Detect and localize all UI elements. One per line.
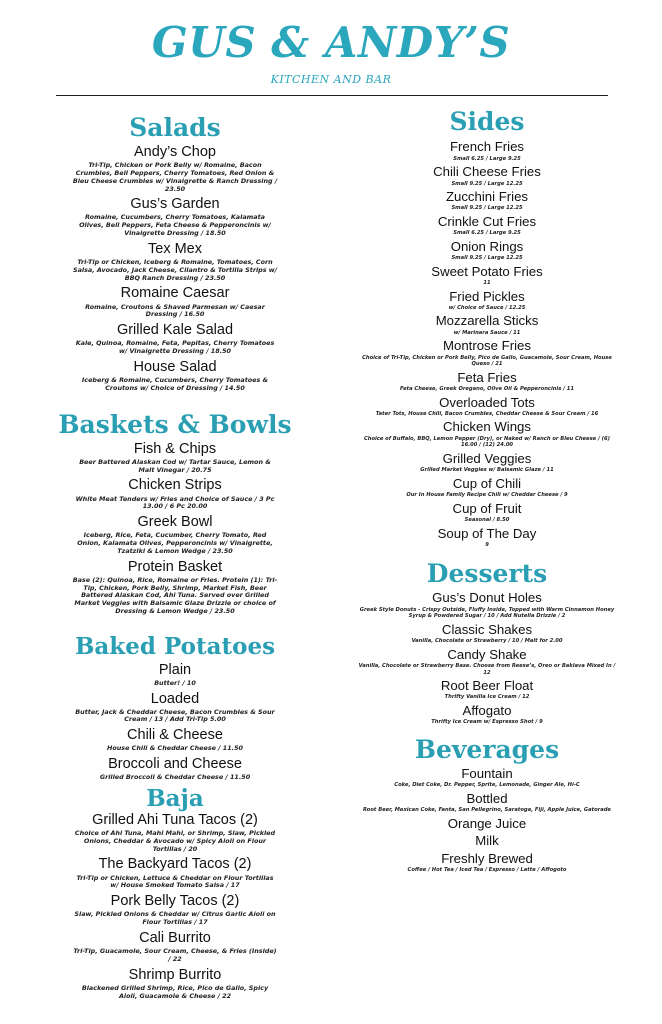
menu-item-description: w/ Choice of Sauce / 12.25 — [448, 305, 526, 312]
menu-item — [22, 856, 328, 890]
menu-item-description: Tri-Tip, Chicken or Pork Belly w/ Romaine, Bacon Crumbles, Bell Peppers, Cherry Tomatoes, Red Onion & Bleu Cheese Crumbles w/ Vinaigrette & Ranch Dressing / 23.50 — [72, 161, 278, 193]
menu-item — [334, 395, 640, 418]
menu-item-description: Beer Battered Alaskan Cod w/ Tartar Sauce, Lemon & Malt Vinegar / 20.75 — [79, 457, 271, 474]
menu-item-description: Romaine, Croutons & Shaved Parmesan w/ Caesar Dressing / 16.50 — [85, 302, 265, 319]
menu-item-description: Grilled Market Veggies w/ Balsamic Glaze / 11 — [420, 467, 554, 474]
menu-item-name: Soup of The Day — [437, 525, 537, 541]
menu-item-name: Feta Fries — [457, 369, 517, 385]
menu-item-name: Tex Mex — [148, 240, 202, 257]
menu-item-description: Coffee / Hot Tea / Iced Tea / Espresso / Latte / Affogoto — [407, 867, 567, 874]
menu-item-name: Plain — [158, 661, 192, 678]
menu-item — [334, 313, 640, 336]
menu-item-name: Gus’s Donut Holes — [432, 590, 542, 606]
menu-item — [334, 289, 640, 312]
menu-item-name: Chili Cheese Fries — [433, 163, 541, 179]
menu-item-description: Small 6.25 / Large 9.25 — [453, 155, 521, 162]
menu-item — [334, 451, 640, 474]
menu-item — [334, 851, 640, 874]
menu-item — [334, 766, 640, 789]
menu-item — [22, 241, 328, 283]
section-title-baja: Baja — [146, 785, 204, 813]
menu-item — [22, 727, 328, 753]
menu-item-name: Andy’s Chop — [134, 144, 216, 160]
menu-item-name: Cup of Fruit — [452, 500, 522, 516]
menu-item — [334, 833, 640, 849]
menu-item-description: Greek Style Donuts - Crispy Outside, Fluffy Inside, Topped with Warm Cinnamon Honey Syrup & Powdered Sugar / 10 / Add Nutella Drizzle / 2 — [359, 607, 615, 620]
menu-item-name: Affogato — [462, 702, 512, 718]
menu-item-description: Butter! / 10 — [154, 678, 196, 687]
menu-item-description: Tri-Tip, Guacamole, Sour Cream, Cheese, & Fries (Inside) / 22 — [73, 946, 277, 963]
menu-item — [22, 322, 328, 356]
menu-item-name: Protein Basket — [127, 558, 223, 575]
menu-item — [334, 678, 640, 701]
menu-item-description: Small 6.25 / Large 9.25 — [453, 230, 521, 237]
menu-item-description: Our In House Family Recipe Chili w/ Cheddar Cheese / 9 — [406, 492, 568, 499]
menu-item-name: Romaine Caesar — [120, 285, 230, 302]
menu-item-name: Freshly Brewed — [441, 850, 533, 866]
menu-item-description: Choice of Ahi Tuna, Mahi Mahi, or Shrimp, Slaw, Pickled Onions, Cheddar & Avocado w/ Spicy Aioli on Flour Tortillas / 20 — [74, 828, 276, 853]
menu-item — [334, 139, 640, 162]
restaurant-subtitle: KITCHEN AND BAR — [270, 73, 392, 86]
menu-item-description: Blackened Grilled Shrimp, Rice, Pico de Gallo, Spicy Aioli, Guacamole & Cheese / 22 — [81, 983, 269, 1000]
menu-item-name: Bottled — [466, 790, 508, 806]
menu-item-description: Choice of Buffalo, BBQ, Lemon Pepper (Dry), or Naked w/ Ranch or Bleu Cheese / (6) 16.00 / (12) 24.00 — [363, 436, 611, 449]
section-title-sides: Sides — [449, 107, 525, 136]
menu-item-description: White Meat Tenders w/ Fries and Choice of Sauce / 3 Pc 13.00 / 6 Pc 20.00 — [75, 494, 275, 511]
menu-item-name: Mozzarella Sticks — [435, 313, 539, 329]
section-title-baked-potatoes: Baked Potatoes — [74, 632, 276, 660]
menu-item — [334, 501, 640, 524]
menu-item — [334, 476, 640, 499]
menu-item-description: Butter, Jack & Cheddar Cheese, Bacon Crumbles & Sour Cream / 13 / Add Tri-Tip 5.00 — [75, 707, 275, 724]
menu-item — [334, 239, 640, 262]
menu-item — [22, 196, 328, 238]
menu-item — [22, 514, 328, 556]
menu-item-description: House Chili & Cheddar Cheese / 11.50 — [107, 744, 243, 753]
menu-item-name: Root Beer Float — [440, 677, 534, 693]
menu-item-description: Small 9.25 / Large 12.25 — [451, 180, 523, 187]
menu-item-name: French Fries — [449, 139, 524, 154]
menu-item-name: Pork Belly Tacos (2) — [110, 893, 240, 910]
menu-item-description: Root Beer, Mexican Coke, Fanta, San Pellegrino, Saratoga, Fiji, Apple Juice, Gatorade — [363, 807, 611, 814]
menu-item-description: 9 — [485, 542, 489, 549]
menu-column-right — [334, 108, 640, 874]
section-title-desserts: Desserts — [426, 559, 548, 589]
menu-item — [22, 930, 328, 964]
menu-item-name: Grilled Ahi Tuna Tacos (2) — [92, 811, 258, 828]
menu-item — [22, 559, 328, 616]
menu-item — [22, 285, 328, 319]
section-title-salads: Salads — [129, 113, 221, 142]
menu-item-description: Romaine, Cucumbers, Cherry Tomatoes, Kalamata Olives, Bell Peppers, Feta Cheese & Pepperoncinis w/ Vinaigrette Dressing / 18.50 — [79, 213, 271, 238]
menu-item-name: Chicken Wings — [443, 419, 531, 435]
menu-item-description: Choice of Tri-Tip, Chicken or Pork Belly, Pico de Gallo, Guacamole, Sour Cream, House Queso / 21 — [362, 354, 612, 368]
menu-item-description: Small 9.25 / Large 12.25 — [451, 255, 523, 262]
menu-item — [22, 441, 328, 475]
menu-item-name: Fried Pickles — [449, 288, 525, 304]
menu-item-name: Greek Bowl — [137, 514, 213, 531]
menu-item-name: Sweet Potato Fries — [431, 263, 543, 279]
menu-item — [334, 214, 640, 237]
menu-item-name: Onion Rings — [450, 238, 524, 254]
menu-item — [334, 164, 640, 187]
menu-item-description: Feta Cheese, Greek Oregano, Olive Oil & Pepperoncinis / 11 — [399, 386, 575, 393]
menu-item-name: Chicken Strips — [128, 477, 222, 494]
menu-item-name: Chili & Cheese — [127, 727, 223, 744]
menu-item-name: Classic Shakes — [441, 621, 533, 637]
menu-item-name: Broccoli and Cheese — [108, 756, 242, 773]
menu-item-name: Candy Shake — [447, 646, 527, 662]
menu-item-description: 11 — [483, 280, 491, 287]
menu-item — [22, 359, 328, 393]
menu-item-description: Tater Tots, House Chili, Bacon Crumbles, Cheddar Cheese & Sour Cream / 16 — [375, 411, 599, 418]
menu-item-name: Fish & Chips — [133, 440, 217, 457]
menu-item-name: Gus’s Garden — [130, 196, 220, 213]
menu-item-name: Milk — [475, 833, 499, 849]
menu-item-name: Cali Burrito — [139, 929, 211, 946]
menu-item — [22, 662, 328, 688]
menu-item-description: w/ Marinara Sauce / 11 — [453, 330, 521, 337]
menu-item-description: Thrifty Vanilla Ice Cream / 12 — [444, 694, 530, 701]
menu-item — [334, 419, 640, 448]
header-divider — [56, 95, 608, 96]
menu-column-left — [22, 114, 328, 1000]
menu-item-description: Seasonal / 8.50 — [464, 517, 510, 524]
menu-item — [22, 893, 328, 927]
menu-item-description: Iceberg, Rice, Feta, Cucumber, Cherry Tomato, Red Onion, Kalamata Olives, Pepperoncinis w/ Vinaigrette, Tzatziki & Lemon Wedge / 23.50 — [77, 531, 273, 555]
menu-item-name: Grilled Veggies — [442, 450, 532, 466]
menu-item — [22, 756, 328, 782]
menu-item-description: Iceberg & Romaine, Cucumbers, Cherry Tomatoes & Croutons w/ Choice of Dressing / 14.50 — [81, 376, 269, 392]
menu-item — [334, 791, 640, 814]
menu-item-description: Kale, Quinoa, Romaine, Feta, Pepitas, Cherry Tomatoes w/ Vinaigrette Dressing / 18.50 — [75, 339, 275, 356]
menu-item-name: Overloaded Tots — [439, 394, 535, 410]
menu-item-name: The Backyard Tacos (2) — [98, 856, 252, 873]
menu-item-description: Tri-Tip or Chicken, Lettuce & Cheddar on Flour Tortillas w/ House Smoked Tomato Salsa / 17 — [76, 873, 274, 890]
menu-item-name: Loaded — [150, 690, 200, 707]
menu-item — [334, 264, 640, 287]
menu-item-name: Shrimp Burrito — [128, 966, 222, 983]
restaurant-title: GUS & ANDY’S — [151, 18, 511, 67]
menu-item — [22, 967, 328, 1001]
menu-item-name: Orange Juice — [447, 815, 527, 831]
menu-item-description: Base (2): Quinoa, Rice, Romaine or Fries. Protein (1): Tri-Tip, Chicken, Pork Belly, Shrimp, Market Fish, Beer Battered Alaskan Cod, Ahi Tuna. Served over Grilled Market Veggies with Balsamic Glaze Drizzle or choice of Dressing & Lemon Wedge / 23.50 — [72, 575, 278, 616]
menu-item — [22, 812, 328, 854]
menu-item-description: Coke, Diet Coke, Dr. Pepper, Sprite, Lemonade, Ginger Ale, Hi-C — [394, 782, 580, 789]
menu-item-description: Slaw, Pickled Onions & Cheddar w/ Citrus Garlic Aioli on Flour Tortillas / 17 — [74, 910, 276, 927]
menu-item-description: Small 9.25 / Large 12.25 — [451, 205, 523, 212]
section-title-beverages: Beverages — [414, 734, 560, 764]
menu-item-name: House Salad — [133, 358, 217, 375]
menu-item-description: Thrifty Ice Cream w/ Espresso Shot / 9 — [431, 719, 543, 726]
menu-item — [334, 703, 640, 726]
menu-item-description: Vanilla, Chocolate or Strawberry / 10 / Malt for 2.00 — [411, 638, 563, 645]
menu-item — [334, 370, 640, 393]
menu-item — [22, 691, 328, 725]
menu-item — [22, 477, 328, 511]
menu-item-description: Grilled Broccoli & Cheddar Cheese / 11.50 — [99, 773, 251, 782]
menu-item-name: Crinkle Cut Fries — [437, 213, 537, 229]
section-title-baskets-and-bowls: Baskets & Bowls — [58, 409, 292, 439]
menu-item-name: Zucchini Fries — [445, 188, 529, 204]
menu-item-name: Cup of Chili — [452, 475, 522, 491]
menu-item — [22, 144, 328, 193]
menu-item — [334, 816, 640, 832]
menu-item — [334, 590, 640, 619]
menu-item-name: Fountain — [461, 765, 513, 781]
menu-item — [334, 189, 640, 212]
menu-item-description: Tri-Tip or Chicken, Iceberg & Romaine, Tomatoes, Corn Salsa, Avocado, Jack Cheese, Cilantro & Tortilla Strips w/ BBQ Ranch Dressing / 23.50 — [72, 258, 278, 282]
menu-item — [334, 622, 640, 645]
menu-item-name: Montrose Fries — [443, 338, 531, 354]
menu-item-name: Grilled Kale Salad — [116, 322, 234, 339]
menu-item — [334, 526, 640, 549]
menu-item — [334, 338, 640, 367]
menu-item-description: Vanilla, Chocolate or Strawberry Base. Choose from Reese’s, Oreo or Baklava Mixed In / 12 — [358, 663, 616, 676]
menu-item — [334, 647, 640, 676]
